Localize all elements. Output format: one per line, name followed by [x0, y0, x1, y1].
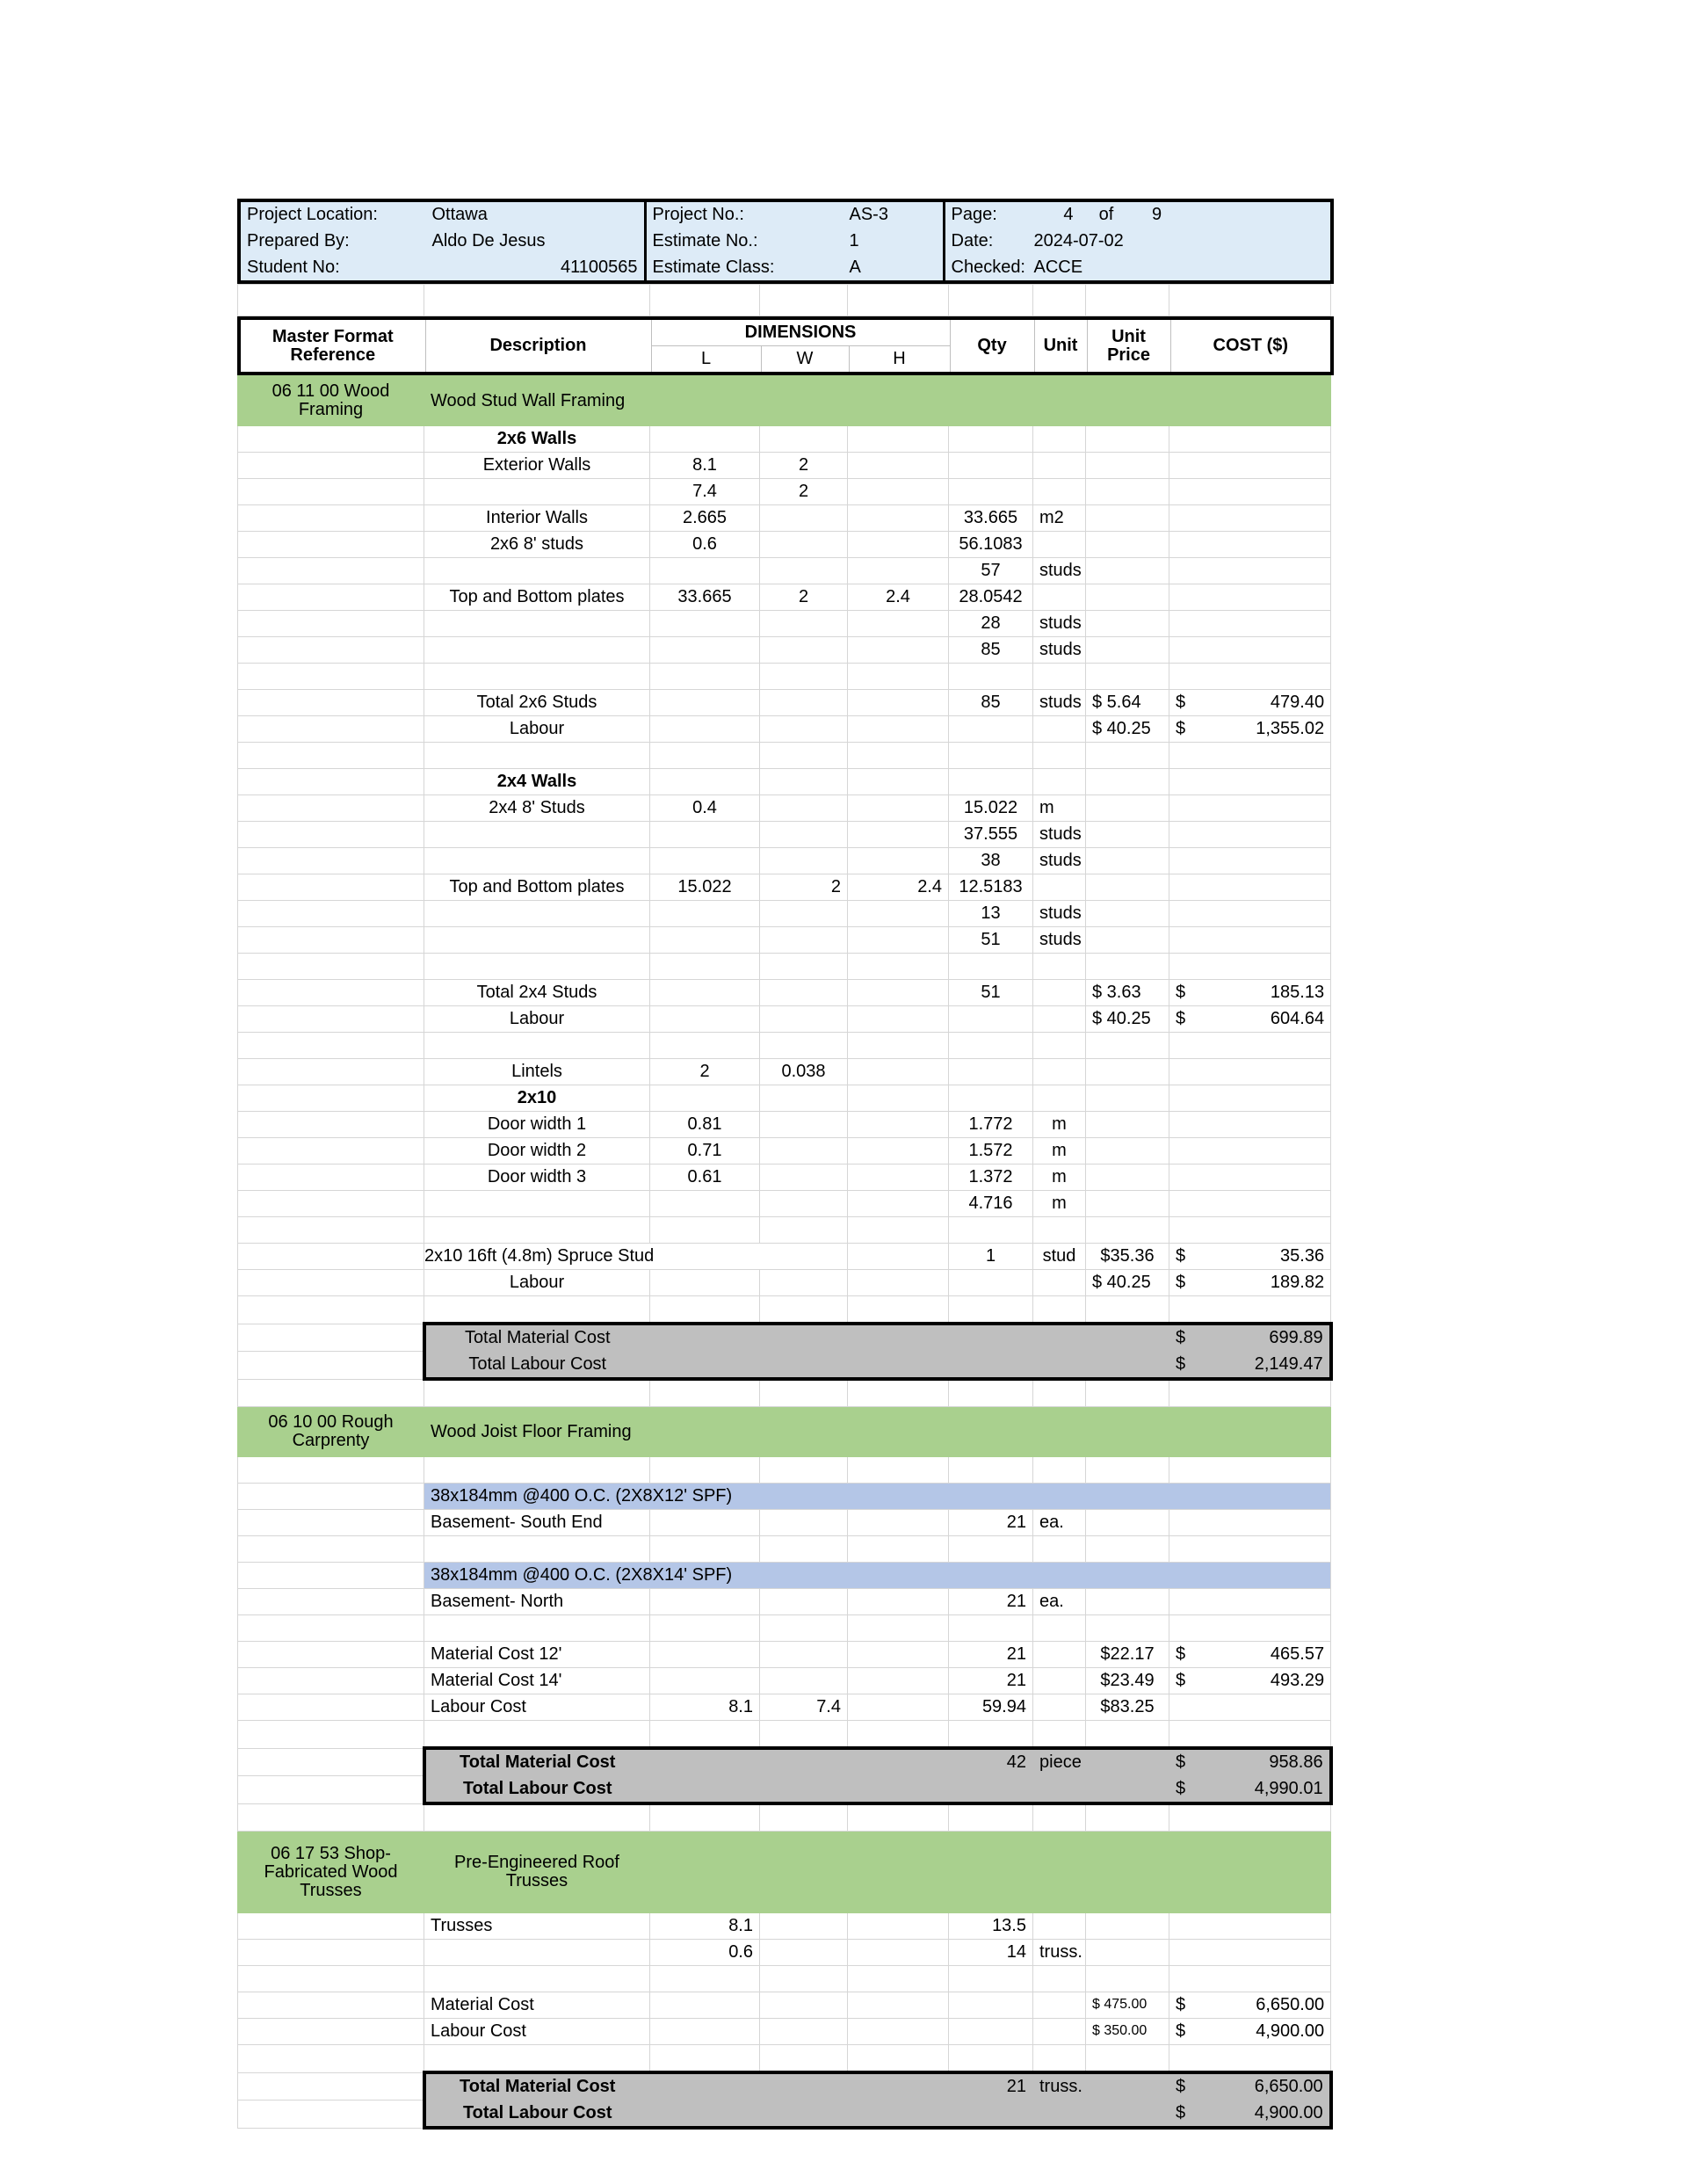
dim-w: 2: [760, 874, 848, 901]
total-label: Total Material Cost: [424, 1748, 650, 1776]
project-location: Ottawa: [425, 200, 645, 229]
unit: studs: [1033, 611, 1086, 637]
cost: 4,900.00: [1256, 2021, 1325, 2041]
currency-symbol: $: [1176, 1671, 1186, 1690]
qty: 1.372: [949, 1165, 1033, 1191]
estimate-class: A: [843, 255, 944, 283]
unit: m: [1033, 795, 1086, 822]
qty: 21: [949, 2072, 1033, 2101]
dim-w: 7.4: [760, 1694, 848, 1721]
dim-l: 8.1: [650, 1694, 760, 1721]
table-row: [238, 822, 1331, 848]
item-description: 2x10 16ft (4.8m) Spruce Stud: [424, 1244, 848, 1270]
table-row: [238, 637, 1331, 664]
unit: stud: [1033, 1244, 1086, 1270]
table-row: [238, 1033, 1331, 1059]
table-row: [238, 611, 1331, 637]
item-description: Lintels: [424, 1059, 650, 1085]
section-row: [238, 1832, 1331, 1913]
currency-symbol: $: [1176, 983, 1186, 1002]
table-row: [238, 1484, 1331, 1510]
qty: 33.665: [949, 505, 1033, 532]
qty: 59.94: [949, 1694, 1033, 1721]
table-row: [238, 1112, 1331, 1138]
subheading: 2x4 Walls: [424, 769, 650, 795]
table-row: [238, 1457, 1331, 1484]
total-cost: 2,149.47: [1254, 1354, 1323, 1374]
unit: ea.: [1033, 1510, 1086, 1536]
qty: 4.716: [949, 1191, 1033, 1217]
qty: 1.772: [949, 1112, 1033, 1138]
dim-l: 0.61: [650, 1165, 760, 1191]
item-description: Labour: [424, 1270, 650, 1296]
item-description: Material Cost: [424, 1992, 650, 2019]
currency-symbol: $: [1176, 1009, 1186, 1028]
currency-symbol: $: [1176, 1995, 1186, 2014]
unit: studs: [1033, 848, 1086, 874]
qty: 14: [949, 1940, 1033, 1966]
material-spec-band: 38x184mm @400 O.C. (2X8X14' SPF): [424, 1563, 1331, 1589]
qty: 12.5183: [949, 874, 1033, 901]
qty: 57: [949, 558, 1033, 584]
item-description: Labour Cost: [424, 2019, 650, 2045]
currency-symbol: $: [1176, 2103, 1186, 2122]
dim-l: 7.4: [650, 479, 760, 505]
spacer-row: [237, 284, 1331, 316]
checked-label: Checked:: [944, 255, 1027, 283]
unit: studs: [1033, 690, 1086, 716]
dim-l: 0.6: [650, 532, 760, 558]
item-description: Material Cost 14': [424, 1668, 650, 1694]
qty: 42: [949, 1748, 1033, 1776]
currency-symbol: $: [1176, 2077, 1186, 2096]
prepared-by: Aldo De Jesus: [425, 229, 645, 255]
dim-w: 2: [760, 453, 848, 479]
dim-h-header: H: [849, 346, 950, 374]
item-description: Interior Walls: [424, 505, 650, 532]
dim-l: 8.1: [650, 1913, 760, 1940]
item-description: Total 2x6 Studs: [424, 690, 650, 716]
currency-symbol: $: [1176, 1246, 1186, 1266]
qty: 85: [949, 637, 1033, 664]
table-row: [238, 795, 1331, 822]
qty: 28.0542: [949, 584, 1033, 611]
qty: 15.022: [949, 795, 1033, 822]
section-title: Wood Stud Wall Framing: [424, 376, 1331, 426]
dim-l: 0.4: [650, 795, 760, 822]
dim-w-header: W: [761, 346, 849, 374]
table-row: [238, 1059, 1331, 1085]
section-title: Pre-Engineered Roof Trusses: [424, 1832, 650, 1913]
dim-l: 2.665: [650, 505, 760, 532]
currency-symbol: $: [1176, 1354, 1186, 1374]
dim-l: 0.81: [650, 1112, 760, 1138]
total-label: Total Material Cost: [424, 1324, 650, 1352]
currency-symbol: $: [1176, 1273, 1186, 1292]
qty: 56.1083: [949, 532, 1033, 558]
table-row: [238, 980, 1331, 1006]
cost: 465.57: [1270, 1644, 1325, 1664]
table-row: [238, 1940, 1331, 1966]
table-row: [238, 584, 1331, 611]
section-code: 06 10 00 Rough Carprenty: [238, 1407, 424, 1457]
table-row: [238, 1536, 1331, 1563]
table-row: [238, 874, 1331, 901]
section-row: [238, 376, 1331, 426]
table-row: [238, 1668, 1331, 1694]
item-description: Labour: [424, 716, 650, 743]
table-row: [238, 1966, 1331, 1992]
total-labour-row: [238, 2101, 1331, 2129]
total-cost: 4,990.01: [1254, 1779, 1323, 1798]
currency-symbol: $: [1176, 1752, 1186, 1772]
table-row: [238, 743, 1331, 769]
column-header: [237, 316, 1334, 375]
total-labour-row: [238, 1352, 1331, 1380]
qty: 51: [949, 980, 1033, 1006]
unit-price: $ 40.25: [1086, 716, 1169, 743]
table-row: [238, 1694, 1331, 1721]
qty: 85: [949, 690, 1033, 716]
table-row: [238, 901, 1331, 927]
table-row: [238, 1085, 1331, 1112]
item-description: Basement- South End: [424, 1510, 650, 1536]
unit: studs: [1033, 927, 1086, 954]
unit: ea.: [1033, 1589, 1086, 1615]
cost-header: COST ($): [1170, 318, 1332, 374]
dim-l: 0.71: [650, 1138, 760, 1165]
item-description: Labour Cost: [424, 1694, 650, 1721]
dimensions-header: DIMENSIONS: [651, 318, 950, 346]
table-row: [238, 1721, 1331, 1749]
subheading: 2x10: [424, 1085, 650, 1112]
table-row: [238, 848, 1331, 874]
qty-header: Qty: [950, 318, 1034, 374]
unit-price: $83.25: [1086, 1694, 1169, 1721]
table-row: [238, 1615, 1331, 1642]
dim-l: 15.022: [650, 874, 760, 901]
cost: 6,650.00: [1256, 1995, 1325, 2014]
unit-price: $ 475.00: [1086, 1992, 1169, 2019]
dim-w: 2: [760, 479, 848, 505]
table-row: [238, 1006, 1331, 1033]
table-row: [238, 664, 1331, 690]
page-number: 4: [1027, 200, 1080, 229]
qty: 21: [949, 1668, 1033, 1694]
unit-price: $ 40.25: [1086, 1006, 1169, 1033]
section-code: 06 11 00 Wood Framing: [238, 376, 424, 426]
cost: 479.40: [1270, 693, 1325, 712]
total-cost: 6,650.00: [1254, 2077, 1323, 2096]
unit: studs: [1033, 901, 1086, 927]
total-cost: 699.89: [1269, 1328, 1323, 1347]
unit: m: [1033, 1112, 1086, 1138]
dim-h: 2.4: [848, 874, 949, 901]
item-description: 2x6 8' studs: [424, 532, 650, 558]
table-row: [238, 1992, 1331, 2019]
master-format-header: Master Format Reference: [239, 318, 425, 374]
table-row: [238, 927, 1331, 954]
item-description: Door width 2: [424, 1138, 650, 1165]
qty: 28: [949, 611, 1033, 637]
dim-l: 8.1: [650, 453, 760, 479]
estimate-date: 2024-07-02: [1027, 229, 1332, 255]
qty: 21: [949, 1589, 1033, 1615]
currency-symbol: $: [1176, 1779, 1186, 1798]
table-row: [238, 690, 1331, 716]
page-of-label: of: [1080, 200, 1133, 229]
estimate-class-label: Estimate Class:: [645, 255, 843, 283]
dim-w: 2: [760, 584, 848, 611]
unit: studs: [1033, 637, 1086, 664]
unit: studs: [1033, 822, 1086, 848]
cost: 1,355.02: [1256, 719, 1325, 738]
table-row: [238, 1510, 1331, 1536]
table-row: [238, 1270, 1331, 1296]
material-spec-band: 38x184mm @400 O.C. (2X8X12' SPF): [424, 1484, 1331, 1510]
table-row: [238, 1165, 1331, 1191]
subheading: 2x6 Walls: [424, 426, 650, 453]
qty: 1: [949, 1244, 1033, 1270]
total-label: Total Labour Cost: [424, 1776, 650, 1804]
table-row: [238, 453, 1331, 479]
item-description: 2x4 8' Studs: [424, 795, 650, 822]
total-label: Total Material Cost: [424, 2072, 650, 2101]
table-row: [238, 558, 1331, 584]
total-cost: 4,900.00: [1254, 2103, 1323, 2122]
currency-symbol: $: [1176, 2021, 1186, 2041]
project-location-label: Project Location:: [239, 200, 425, 229]
qty: 37.555: [949, 822, 1033, 848]
description-header: Description: [425, 318, 651, 374]
section-row: [238, 1407, 1331, 1457]
total-material-row: [238, 2072, 1331, 2101]
unit-price: $22.17: [1086, 1642, 1169, 1668]
total-label: Total Labour Cost: [424, 1352, 650, 1380]
item-description: Labour: [424, 1006, 650, 1033]
unit-price-header: Unit Price: [1087, 318, 1170, 374]
dim-l: 33.665: [650, 584, 760, 611]
unit-price: $ 40.25: [1086, 1270, 1169, 1296]
unit-price: $ 350.00: [1086, 2019, 1169, 2045]
currency-symbol: $: [1176, 719, 1186, 738]
unit: truss.: [1033, 2072, 1086, 2101]
student-no-label: Student No:: [239, 255, 425, 283]
cost: 35.36: [1280, 1246, 1325, 1266]
item-description: Door width 1: [424, 1112, 650, 1138]
currency-symbol: $: [1176, 1644, 1186, 1664]
unit: studs: [1033, 558, 1086, 584]
total-material-row: [238, 1748, 1331, 1776]
dim-w: 0.038: [760, 1059, 848, 1085]
total-material-row: [238, 1324, 1331, 1352]
dim-l: 0.6: [650, 1940, 760, 1966]
cost: 189.82: [1270, 1273, 1325, 1292]
section-title: Wood Joist Floor Framing: [424, 1407, 1331, 1457]
cost: 493.29: [1270, 1671, 1325, 1690]
table-row: [238, 505, 1331, 532]
qty: 13.5: [949, 1913, 1033, 1940]
item-description: Basement- North: [424, 1589, 650, 1615]
unit: m2: [1033, 505, 1086, 532]
qty: 1.572: [949, 1138, 1033, 1165]
table-row: [238, 1803, 1331, 1832]
unit: truss.: [1033, 1940, 1086, 1966]
table-row: [238, 1379, 1331, 1407]
table-row: [238, 954, 1331, 980]
table-row: [238, 479, 1331, 505]
item-description: Exterior Walls: [424, 453, 650, 479]
total-label: Total Labour Cost: [424, 2101, 650, 2129]
checked-by: ACCE: [1027, 255, 1332, 283]
estimate-sheet: [237, 199, 1330, 2130]
dim-l: 2: [650, 1059, 760, 1085]
project-no: AS-3: [843, 200, 944, 229]
unit-price: $23.49: [1086, 1668, 1169, 1694]
table-row: [238, 2019, 1331, 2045]
table-row: [238, 1244, 1331, 1270]
date-label: Date:: [944, 229, 1027, 255]
cost: 604.64: [1270, 1009, 1325, 1028]
table-row: [238, 1217, 1331, 1244]
student-no: 41100565: [425, 255, 645, 283]
currency-symbol: $: [1176, 693, 1186, 712]
item-description: Material Cost 12': [424, 1642, 650, 1668]
page-label: Page:: [944, 200, 1027, 229]
table-row: [238, 2045, 1331, 2073]
unit-price: $ 5.64: [1086, 690, 1169, 716]
estimate-body: [237, 375, 1333, 2130]
qty: 21: [949, 1510, 1033, 1536]
qty: 38: [949, 848, 1033, 874]
unit: m: [1033, 1165, 1086, 1191]
item-description: Door width 3: [424, 1165, 650, 1191]
table-row: [238, 532, 1331, 558]
prepared-by-label: Prepared By:: [239, 229, 425, 255]
unit-price: $ 3.63: [1086, 980, 1169, 1006]
qty: 21: [949, 1642, 1033, 1668]
unit-price: $35.36: [1086, 1244, 1169, 1270]
table-row: [238, 426, 1331, 453]
table-row: [238, 1642, 1331, 1668]
table-row: [238, 1563, 1331, 1589]
estimate-header: [237, 199, 1334, 284]
table-row: [238, 1138, 1331, 1165]
dim-l-header: L: [651, 346, 761, 374]
unit-header: Unit: [1034, 318, 1087, 374]
qty: 51: [949, 927, 1033, 954]
page-total: 9: [1133, 200, 1181, 229]
table-row: [238, 769, 1331, 795]
table-row: [238, 1913, 1331, 1940]
table-row: [238, 1589, 1331, 1615]
unit: piece: [1033, 1748, 1086, 1776]
table-row: [238, 1191, 1331, 1217]
item-description: Trusses: [424, 1913, 650, 1940]
currency-symbol: $: [1176, 1328, 1186, 1347]
qty: 13: [949, 901, 1033, 927]
unit: m: [1033, 1191, 1086, 1217]
total-labour-row: [238, 1776, 1331, 1804]
item-description: Top and Bottom plates: [424, 584, 650, 611]
dim-h: 2.4: [848, 584, 949, 611]
estimate-no-label: Estimate No.:: [645, 229, 843, 255]
total-cost: 958.86: [1269, 1752, 1323, 1772]
table-row: [238, 716, 1331, 743]
unit: m: [1033, 1138, 1086, 1165]
item-description: Total 2x4 Studs: [424, 980, 650, 1006]
section-code: 06 17 53 Shop-Fabricated Wood Trusses: [238, 1832, 424, 1913]
cost: 185.13: [1270, 983, 1325, 1002]
table-row: [238, 1296, 1331, 1324]
project-no-label: Project No.:: [645, 200, 843, 229]
estimate-no: 1: [843, 229, 944, 255]
item-description: Top and Bottom plates: [424, 874, 650, 901]
